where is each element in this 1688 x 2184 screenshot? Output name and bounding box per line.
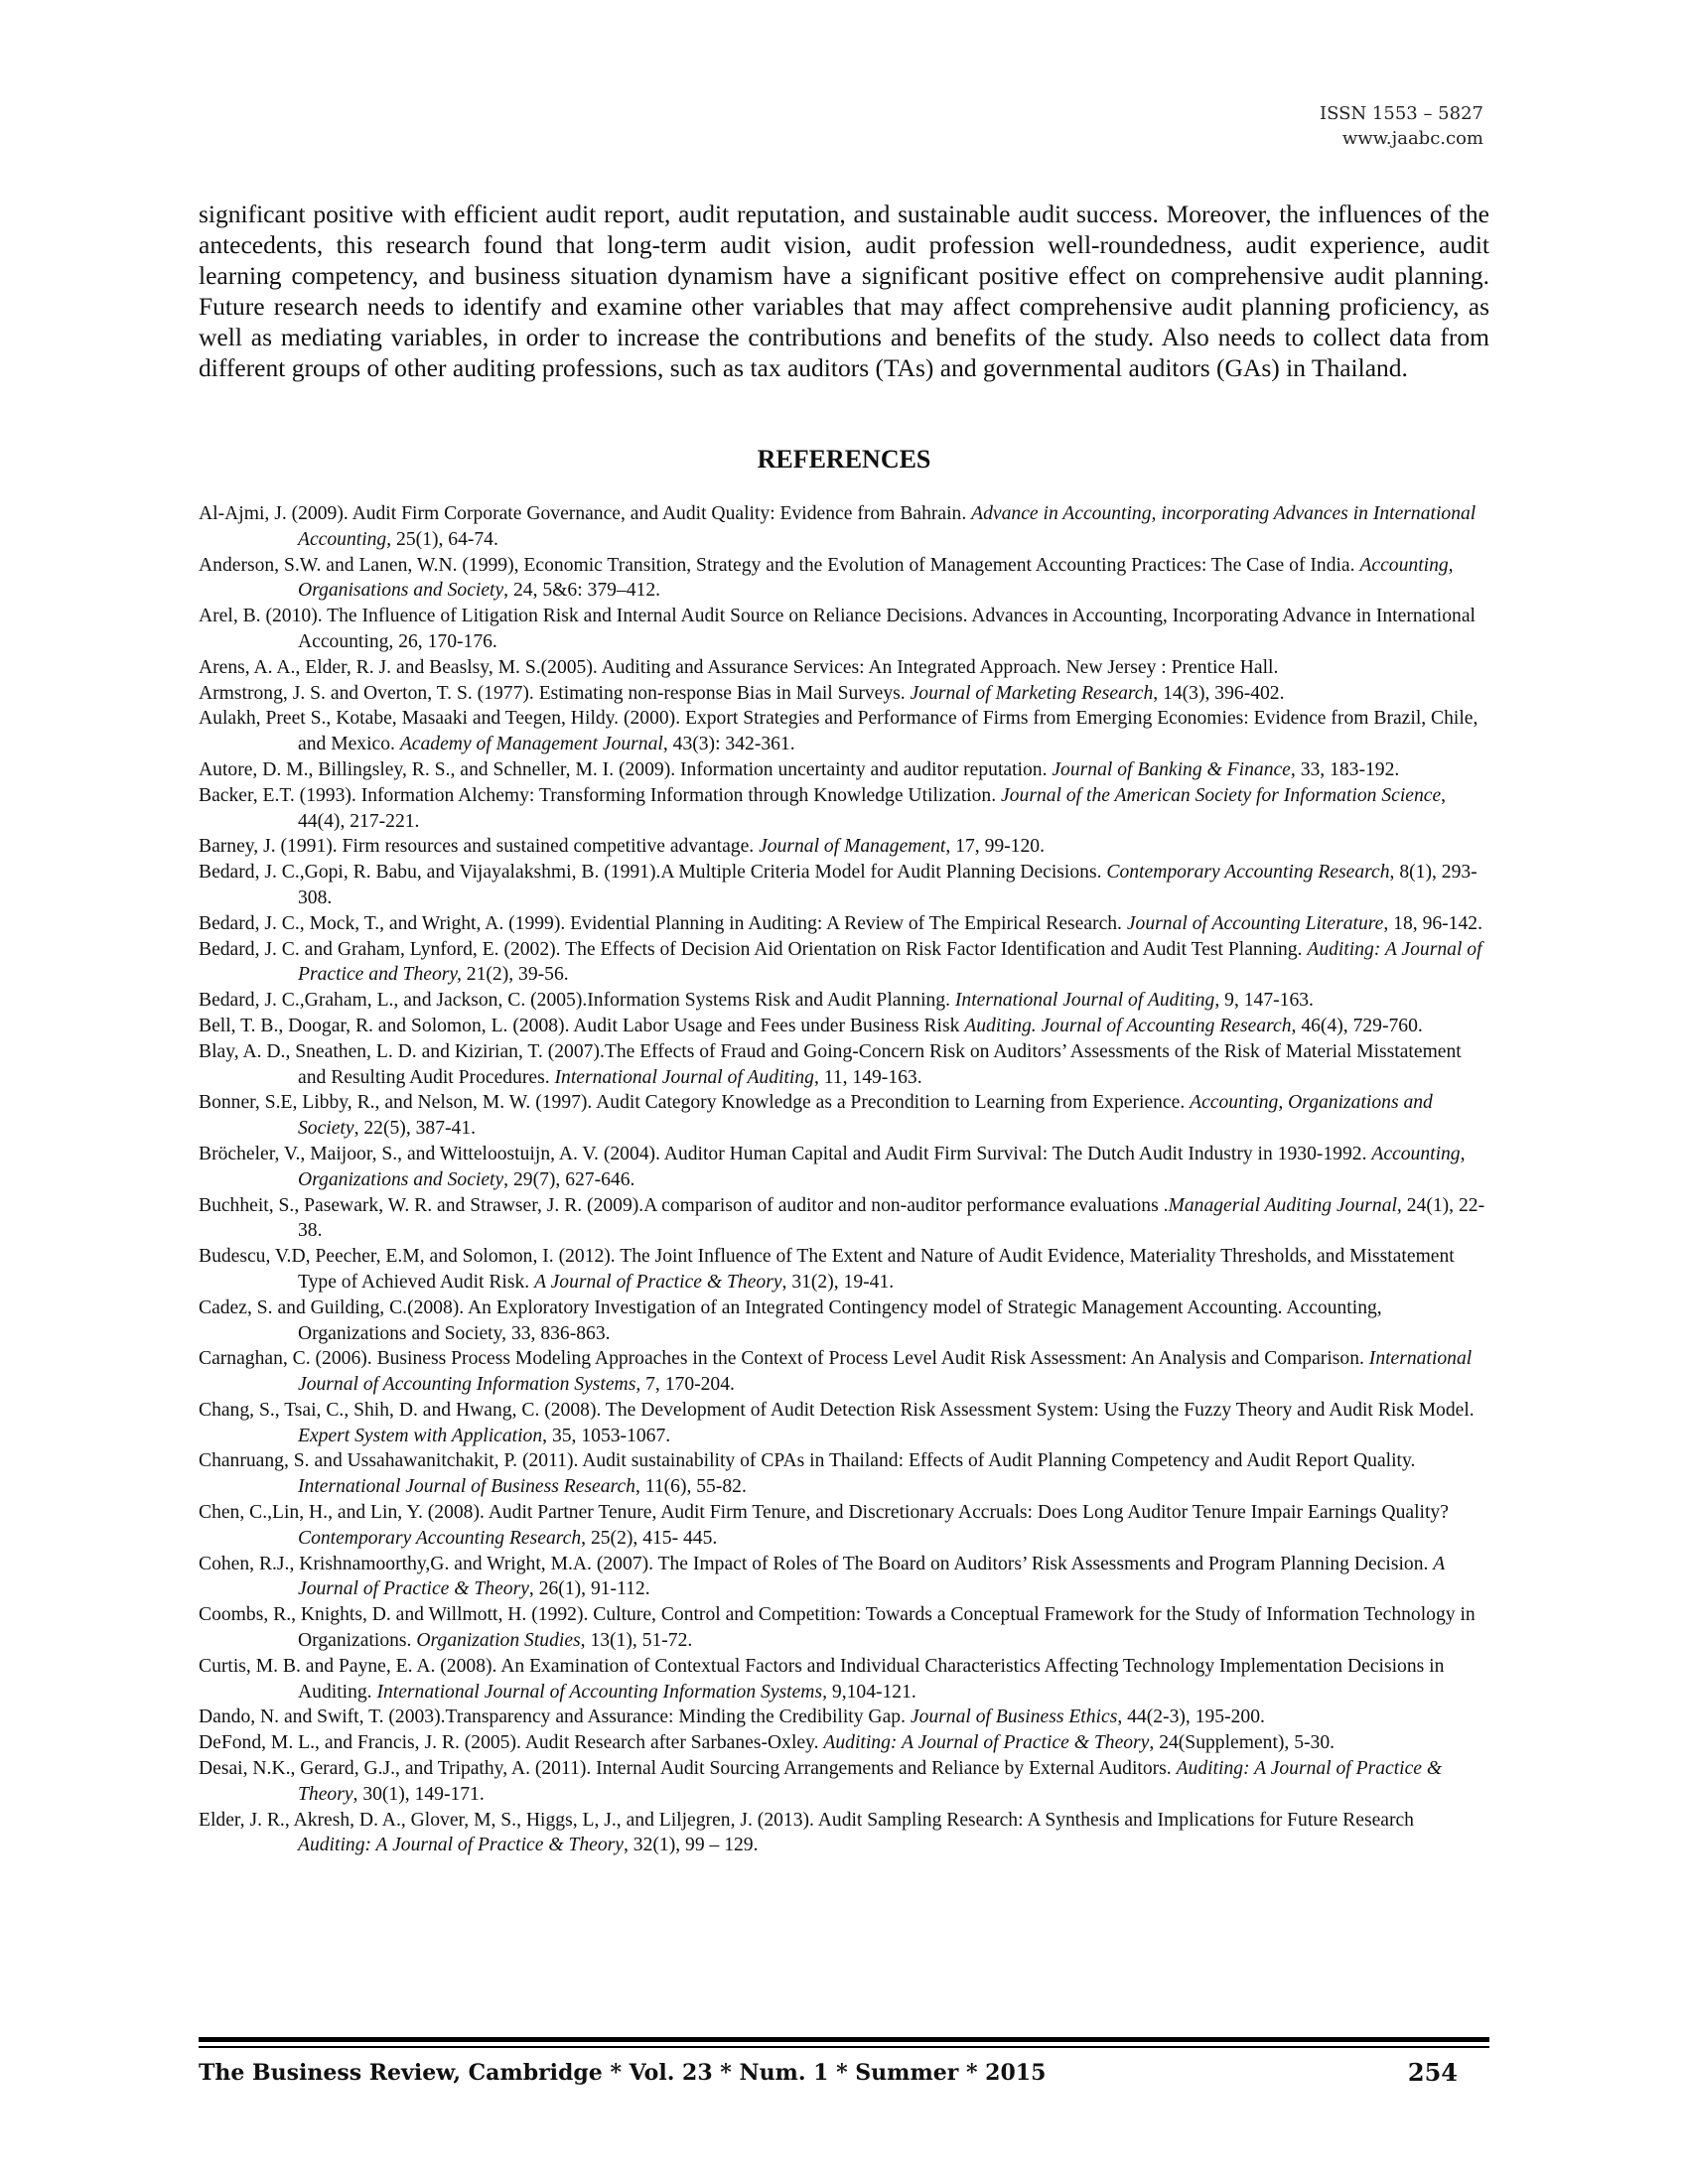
- reference-source: Journal of Business Ethics: [910, 1706, 1118, 1728]
- reference-details: , 8(1), 293-308.: [298, 862, 1477, 908]
- reference-text: Autore, D. M., Billingsley, R. S., and Schneller, M. I. (2009). Information uncertainty and auditor reputation.: [199, 758, 1053, 780]
- reference-details: , 17, 99-120.: [945, 836, 1045, 858]
- reference-details: , 32(1), 99 – 129.: [623, 1835, 759, 1856]
- reference-details: , 11, 149-163.: [813, 1066, 922, 1088]
- reference-text: Dando, N. and Swift, T. (2003).Transparency and Assurance: Minding the Credibility Gap.: [199, 1706, 911, 1728]
- reference-source: A Journal of Practice & Theory: [534, 1271, 782, 1293]
- reference-details: , 26(1), 91-112.: [528, 1578, 650, 1600]
- reference-source: Academy of Management Journal: [399, 734, 663, 755]
- reference-text: Armstrong, J. S. and Overton, T. S. (1977). Estimating non-response Bias in Mail Surveys.: [199, 682, 911, 704]
- reference-source: Auditing: A Journal of Practice & Theory: [298, 1758, 1443, 1805]
- reference-source: Contemporary Accounting Research: [298, 1527, 582, 1549]
- reference-source: International Journal of Business Research: [298, 1476, 635, 1498]
- page-number: 254: [1407, 2058, 1458, 2087]
- reference-entry: [199, 757, 1489, 783]
- reference-source: Journal of Marketing Research: [910, 682, 1154, 704]
- reference-details: , 14(3), 396-402.: [1153, 682, 1285, 704]
- reference-text: Anderson, S.W. and Lanen, W.N. (1999), Economic Transition, Strategy and the Evolution of Management Accounting Practices: The Case of India.: [199, 554, 1360, 576]
- reference-entry: [199, 911, 1489, 937]
- reference-source: Expert System with Application: [298, 1425, 543, 1446]
- reference-details: , 29(7), 627-646.: [503, 1168, 635, 1190]
- reference-details: 21(2), 39-56.: [461, 964, 569, 986]
- reference-source: Auditing: A Journal of Practice and Theory,: [298, 938, 1482, 986]
- reference-text: Aulakh, Preet S., Kotabe, Masaaki and Teegen, Hildy. (2000). Export Strategies and Performance of Firms from Emerging Economies: Evidence from Brazil, Chile, and Mexico.: [199, 708, 1478, 755]
- reference-entry: [199, 681, 1489, 707]
- reference-details: , 46(4), 729-760.: [1291, 1015, 1423, 1036]
- reference-entry: [199, 1296, 1489, 1347]
- reference-details: , 18, 96-142.: [1383, 912, 1482, 934]
- reference-text: Cadez, S. and Guilding, C.(2008). An Exploratory Investigation of an Integrated Contingency model of Strategic Management Accounting. Accounting, Organizations and Society, 33, 836-863.: [199, 1297, 1382, 1344]
- reference-entry: [199, 1552, 1489, 1603]
- issn-label: ISSN 1553 – 5827: [1320, 103, 1483, 124]
- reference-details: , 35, 1053-1067.: [542, 1425, 671, 1446]
- reference-entry: [199, 1705, 1489, 1730]
- reference-entry: [199, 1090, 1489, 1142]
- reference-source: Journal of Accounting Literature: [1126, 912, 1384, 934]
- reference-text: Chang, S., Tsai, C., Shih, D. and Hwang, C. (2008). The Development of Audit Detection Risk Assessment System: Using the Fuzzy Theory and Audit Risk Model.: [199, 1399, 1475, 1421]
- reference-details: , 44(2-3), 195-200.: [1117, 1706, 1265, 1728]
- reference-entry: [199, 1346, 1489, 1398]
- reference-text: Bell, T. B., Doogar, R. and Solomon, L. (2008). Audit Labor Usage and Fees under Business Risk: [199, 1015, 965, 1036]
- reference-entry: [199, 860, 1489, 911]
- reference-text: Bonner, S.E, Libby, R., and Nelson, M. W. (1997). Audit Category Knowledge as a Precondition to Learning from Experience.: [199, 1092, 1191, 1114]
- reference-details: , 7, 170-204.: [635, 1374, 735, 1396]
- reference-source: Managerial Auditing Journal,: [1168, 1194, 1402, 1216]
- reference-text: Chanruang, S. and Ussahawanitchakit, P. (2011). Audit sustainability of CPAs in Thailand: Effects of Audit Planning Competency and Audit Report Quality.: [199, 1450, 1416, 1472]
- reference-text: Curtis, M. B. and Payne, E. A. (2008). An Examination of Contextual Factors and Individual Characteristics Affecting Technology Implementation Decisions in Auditing.: [199, 1655, 1445, 1703]
- reference-source: Journal of the American Society for Information Science: [1001, 784, 1442, 806]
- footer-rule-thick: [199, 2037, 1489, 2042]
- reference-text: DeFond, M. L., and Francis, J. R. (2005). Audit Research after Sarbanes-Oxley.: [199, 1732, 824, 1754]
- reference-text: Bedard, J. C. and Graham, Lynford, E. (2002). The Effects of Decision Aid Orientation on Risk Factor Identification and Audit Test Planning.: [199, 938, 1308, 960]
- reference-entry: [199, 1039, 1489, 1091]
- reference-entry: [199, 1014, 1489, 1039]
- reference-entry: [199, 655, 1489, 681]
- footer-rule-thin: [199, 2046, 1489, 2048]
- reference-entry: [199, 553, 1489, 605]
- reference-details: , 24(Supplement), 5-30.: [1149, 1732, 1336, 1754]
- reference-text: Arens, A. A., Elder, R. J. and Beaslsy, M. S.(2005). Auditing and Assurance Services: An Integrated Approach. New Jersey : Prentice Hall.: [199, 656, 1279, 678]
- footer-journal-title: The Business Review, Cambridge * Vol. 23 * Num. 1 * Summer * 2015: [199, 2060, 1047, 2086]
- reference-text: Budescu, V.D, Peecher, E.M, and Solomon, I. (2012). The Joint Influence of The Extent and Nature of Audit Evidence, Materiality Thresholds, and Misstatement Type of Achieved Audit Risk.: [199, 1246, 1455, 1293]
- reference-details: , 11(6), 55-82.: [634, 1476, 747, 1498]
- reference-entry: [199, 1193, 1489, 1245]
- reference-entry: [199, 1398, 1489, 1449]
- reference-source: International Journal of Accounting Information Systems: [298, 1348, 1473, 1396]
- reference-source: Organization Studies: [416, 1630, 581, 1652]
- reference-entry: [199, 604, 1489, 655]
- reference-details: 9,104-121.: [827, 1681, 916, 1703]
- reference-text: Blay, A. D., Sneathen, L. D. and Kizirian, T. (2007).The Effects of Fraud and Going-Concern Risk on Auditors’ Assessments of the Risk of Material Misstatement and Resulting Audit Procedures.: [199, 1040, 1462, 1088]
- reference-entry: [199, 501, 1489, 553]
- reference-text: Arel, B. (2010). The Influence of Litigation Risk and Internal Audit Source on Reliance Decisions. Advances in Accounting, Incorporating Advance in International Accounting, 26, 170-176.: [199, 606, 1476, 652]
- reference-entry: [199, 937, 1489, 989]
- reference-details: , 30(1), 149-171.: [352, 1783, 485, 1805]
- reference-source: International Journal of Accounting Information Systems,: [376, 1681, 827, 1703]
- reference-text: Coombs, R., Knights, D. and Willmott, H. (1992). Culture, Control and Competition: Towards a Conceptual Framework for the Study of Information Technology in Organizations.: [199, 1604, 1476, 1652]
- reference-text: Bedard, J. C., Mock, T., and Wright, A. (1999). Evidential Planning in Auditing: A Review of The Empirical Research.: [199, 912, 1127, 934]
- reference-text: Brӧcheler, V., Maijoor, S., and Witteloostuijn, A. V. (2004). Auditor Human Capital and Audit Firm Survival: The Dutch Audit Industry in 1930-1992.: [199, 1143, 1372, 1164]
- reference-text: Barney, J. (1991). Firm resources and sustained competitive advantage.: [199, 836, 760, 858]
- reference-source: International Journal of Auditing: [554, 1066, 814, 1088]
- reference-text: Desai, N.K., Gerard, G.J., and Tripathy, A. (2011). Internal Audit Sourcing Arrangements and Reliance by External Auditors.: [199, 1758, 1177, 1780]
- reference-entry: [199, 1654, 1489, 1706]
- reference-source: Contemporary Accounting Research: [1106, 862, 1390, 884]
- reference-source: Advance in Accounting, incorporating Advances in International Accounting: [298, 503, 1477, 550]
- reference-details: , 43(3): 342-361.: [662, 734, 795, 755]
- reference-details: 24(1), 22-38.: [298, 1194, 1485, 1242]
- reference-entry: [199, 1448, 1489, 1500]
- reference-entry: [199, 1756, 1489, 1808]
- reference-source: Accounting, Organizations and Society: [298, 1143, 1466, 1190]
- references-heading: REFERENCES: [757, 445, 931, 474]
- reference-list: [199, 501, 1489, 1858]
- reference-details: , 31(2), 19-41.: [781, 1271, 895, 1293]
- reference-text: Bedard, J. C.,Gopi, R. Babu, and Vijayalakshmi, B. (1991).A Multiple Criteria Model for Audit Planning Decisions.: [199, 862, 1107, 884]
- reference-text: Al-Ajmi, J. (2009). Audit Firm Corporate Governance, and Audit Quality: Evidence from Bahrain.: [199, 503, 972, 524]
- running-header: [1320, 101, 1483, 151]
- reference-source: Accounting, Organizations and Society: [298, 1092, 1433, 1140]
- reference-entry: [199, 988, 1489, 1014]
- reference-details: , 44(4), 217-221.: [298, 784, 1447, 832]
- reference-text: Bedard, J. C.,Graham, L., and Jackson, C. (2005).Information Systems Risk and Audit Planning.: [199, 990, 955, 1012]
- body-paragraph: significant positive with efficient audit report, audit reputation, and sustainable audit success. Moreover, the influences of the antecedents, this research found that long-term audit vision, audit profession well-roundedness, audit experience, audit learning competency, and business situation dynamism have a significant positive effect on comprehensive audit planning. Future research needs to identify and examine other variables that may affect comprehensive audit planning proficiency, as well as mediating variables, in order to increase the contributions and benefits of the study. Also needs to collect data from different groups of other auditing professions, such as tax auditors (TAs) and governmental auditors (GAs) in Thailand.: [199, 200, 1489, 382]
- page-footer: [199, 2055, 1489, 2091]
- reference-entry: [199, 1244, 1489, 1296]
- reference-text: Carnaghan, C. (2006). Business Process Modeling Approaches in the Context of Process Level Audit Risk Assessment: An Analysis and Comparison.: [199, 1348, 1369, 1370]
- reference-text: Cohen, R.J., Krishnamoorthy,G. and Wright, M.A. (2007). The Impact of Roles of The Board on Auditors’ Risk Assessments and Program Planning Decision.: [199, 1553, 1434, 1574]
- reference-entry: [199, 1730, 1489, 1756]
- reference-source: Auditing. Journal of Accounting Research: [964, 1015, 1292, 1036]
- reference-text: Chen, C.,Lin, H., and Lin, Y. (2008). Audit Partner Tenure, Audit Firm Tenure, and Discretionary Accruals: Does Long Auditor Tenure Impair Earnings Quality?: [199, 1502, 1449, 1524]
- reference-entry: [199, 783, 1489, 835]
- reference-text: Elder, J. R., Akresh, D. A., Glover, M, S., Higgs, L, J., and Liljegren, J. (2013). Audit Sampling Research: A Synthesis and Implications for Future Research: [199, 1809, 1414, 1831]
- reference-source: Auditing: A Journal of Practice & Theory: [298, 1835, 624, 1856]
- reference-details: , 25(1), 64-74.: [386, 528, 498, 550]
- reference-details: , 13(1), 51-72.: [580, 1630, 693, 1652]
- reference-entry: [199, 1500, 1489, 1552]
- reference-text: Buchheit, S., Pasewark, W. R. and Strawser, J. R. (2009).A comparison of auditor and non-auditor performance evaluations .: [199, 1194, 1169, 1216]
- reference-source: Auditing: A Journal of Practice & Theory: [823, 1732, 1150, 1754]
- reference-source: Journal of Banking & Finance: [1052, 758, 1291, 780]
- reference-details: , 24, 5&6: 379–412.: [503, 580, 661, 602]
- reference-source: International Journal of Auditing: [954, 990, 1215, 1012]
- reference-details: , 33, 183-192.: [1290, 758, 1400, 780]
- website-label: www.jaabc.com: [1341, 128, 1483, 149]
- reference-entry: [199, 706, 1489, 757]
- reference-details: , 22(5), 387-41.: [353, 1118, 477, 1140]
- reference-details: , 9, 147-163.: [1214, 990, 1314, 1012]
- reference-source: A Journal of Practice & Theory: [298, 1553, 1445, 1600]
- reference-text: Backer, E.T. (1993). Information Alchemy: Transforming Information through Knowledge Utilization.: [199, 784, 1002, 806]
- reference-entry: [199, 834, 1489, 860]
- reference-details: , 25(2), 415- 445.: [581, 1527, 718, 1549]
- reference-source: Accounting, Organisations and Society: [298, 554, 1454, 602]
- reference-entry: [199, 1602, 1489, 1654]
- reference-source: Journal of Management: [759, 836, 946, 858]
- reference-entry: [199, 1808, 1489, 1859]
- reference-entry: [199, 1142, 1489, 1193]
